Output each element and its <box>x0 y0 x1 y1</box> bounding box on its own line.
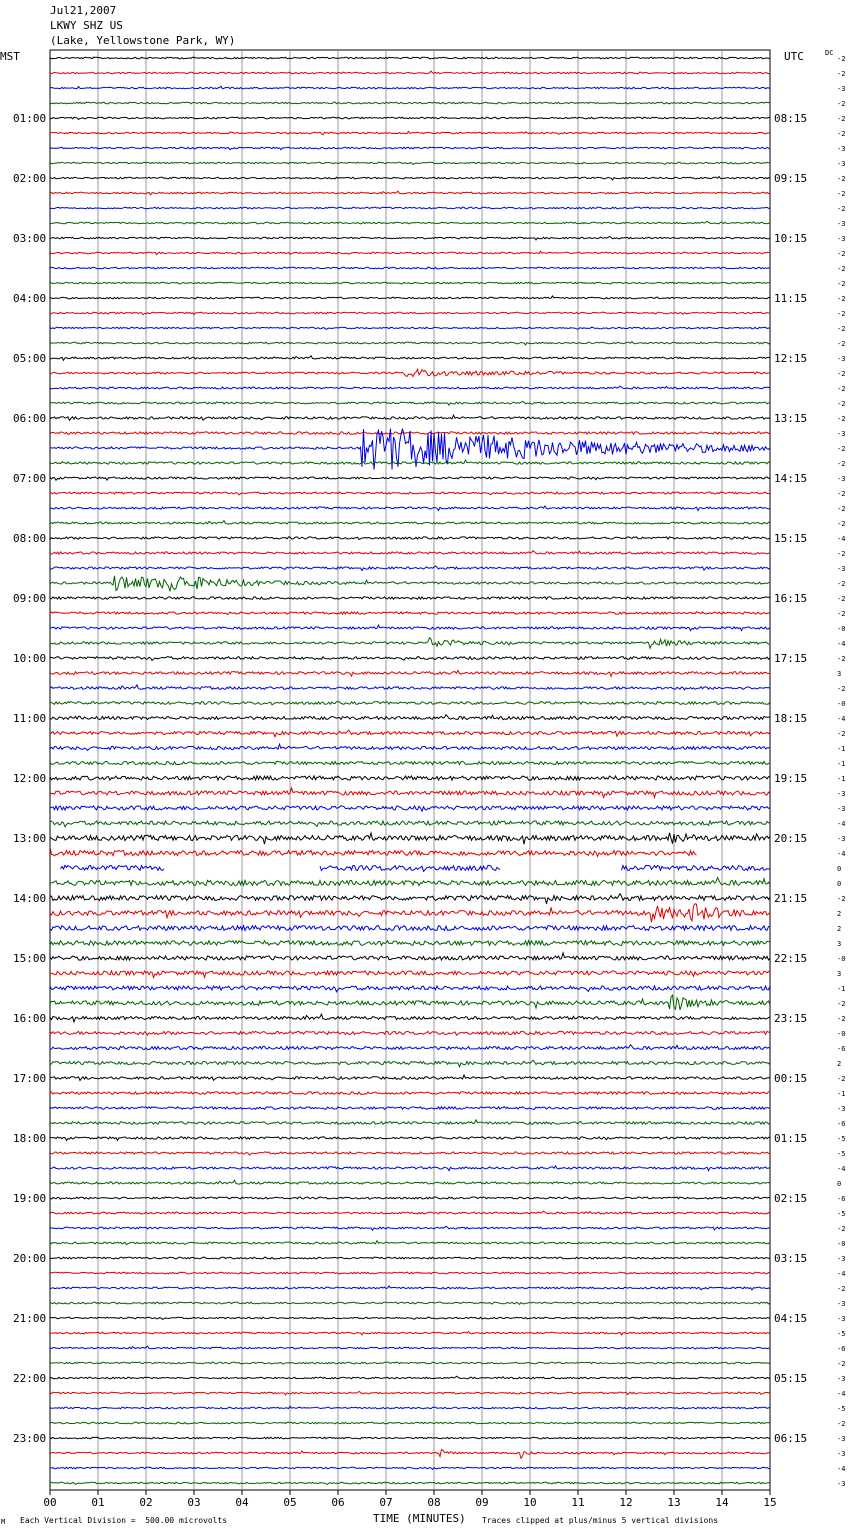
dc-offset-label: -2 <box>837 685 846 693</box>
x-tick-label: 00 <box>43 1496 57 1509</box>
x-tick-label: 07 <box>379 1496 393 1509</box>
dc-offset-label: -3 <box>837 1255 846 1263</box>
dc-offset-label: -3 <box>837 355 846 363</box>
seismic-trace <box>50 894 770 904</box>
left-hour-label: 10:00 <box>13 652 47 665</box>
seismic-trace <box>50 657 770 661</box>
dc-offset-label: -2 <box>837 1420 846 1428</box>
seismic-trace <box>50 904 770 923</box>
seismic-trace <box>50 1376 770 1379</box>
seismic-trace <box>50 460 770 464</box>
dc-offset-label: -3 <box>837 220 846 228</box>
seismic-trace <box>50 342 770 345</box>
seismic-trace <box>50 1257 770 1259</box>
seismic-trace <box>50 685 770 690</box>
x-tick-label: 03 <box>187 1496 201 1509</box>
seismic-trace <box>50 1362 770 1364</box>
seismic-trace <box>50 1226 770 1230</box>
seismic-trace <box>50 806 770 812</box>
seismic-trace <box>50 638 770 649</box>
dc-offset-label: -3 <box>837 805 846 813</box>
scale-note: Each Vertical Division = 500.00 microvolts <box>20 1516 228 1525</box>
dc-offset-label: -5 <box>837 1210 846 1218</box>
dc-offset-label: -2 <box>837 610 846 618</box>
x-tick-label: 04 <box>235 1496 249 1509</box>
seismic-trace <box>50 117 770 120</box>
dc-offset-label: -2 <box>837 205 846 213</box>
seismic-trace <box>50 730 770 737</box>
left-hour-label: 15:00 <box>13 952 47 965</box>
dc-offset-label: -4 <box>837 640 846 648</box>
seismic-trace <box>50 833 770 845</box>
right-hour-label: 20:15 <box>774 832 808 845</box>
left-hour-label: 22:00 <box>13 1372 47 1385</box>
header-date: Jul21,2007 <box>50 4 117 17</box>
seismic-trace <box>50 1060 770 1067</box>
dc-offset-label: -2 <box>837 70 846 78</box>
left-hour-label: 19:00 <box>13 1192 47 1205</box>
dc-offset-label: -3 <box>837 1105 846 1113</box>
dc-offset-label: -2 <box>837 1225 846 1233</box>
seismic-trace <box>50 415 770 420</box>
dc-offset-label: -4 <box>837 1465 846 1473</box>
dc-offset-label: -4 <box>837 535 846 543</box>
left-hour-label: 20:00 <box>13 1252 47 1265</box>
dc-offset-label: -1 <box>837 760 846 768</box>
seismic-trace <box>50 995 770 1010</box>
dc-offset-label: -2 <box>837 730 846 738</box>
seismic-trace <box>50 1406 770 1409</box>
seismic-trace <box>50 1332 770 1335</box>
seismic-trace <box>50 1092 770 1095</box>
seismic-trace <box>50 1014 770 1022</box>
dc-offset-label: -3 <box>837 1450 846 1458</box>
right-hour-label: 03:15 <box>774 1252 808 1265</box>
seismic-trace <box>50 1467 770 1469</box>
seismic-trace <box>50 1437 770 1439</box>
dc-offset-label: -2 <box>837 505 846 513</box>
dc-offset-label: -3 <box>837 160 846 168</box>
x-tick-label: 02 <box>139 1496 153 1509</box>
x-tick-label: 09 <box>475 1496 489 1509</box>
seismic-trace <box>50 492 770 495</box>
seismic-trace <box>50 1449 770 1458</box>
seismic-trace <box>50 401 770 405</box>
dc-offset-label: -3 <box>837 145 846 153</box>
dc-offset-label: -2 <box>837 385 846 393</box>
seismic-trace <box>50 625 770 631</box>
right-hour-label: 15:15 <box>774 532 808 545</box>
left-hour-label: 11:00 <box>13 712 47 725</box>
dc-offset-label: -2 <box>837 265 846 273</box>
dc-offset-label: -0 <box>837 955 846 963</box>
seismic-trace <box>50 612 770 614</box>
right-hour-label: 18:15 <box>774 712 808 725</box>
dc-offset-label: -2 <box>837 490 846 498</box>
dc-offset-label: -2 <box>837 115 846 123</box>
right-hour-label: 05:15 <box>774 1372 808 1385</box>
dc-offset-label: 0 <box>837 865 842 873</box>
clip-note: Traces clipped at plus/minus 5 vertical divisions <box>482 1516 719 1525</box>
dc-offset-label: -2 <box>837 190 846 198</box>
right-hour-label: 19:15 <box>774 772 808 785</box>
seismic-trace <box>50 102 770 104</box>
right-hour-label: 04:15 <box>774 1312 808 1325</box>
dc-offset-label: -5 <box>837 1405 846 1413</box>
left-hour-label: 04:00 <box>13 292 47 305</box>
left-hour-label: 18:00 <box>13 1132 47 1145</box>
seismic-trace <box>50 986 770 992</box>
seismic-trace <box>50 1241 770 1245</box>
seismic-trace <box>50 1422 770 1424</box>
dc-offset-label: -3 <box>837 1435 846 1443</box>
dc-offset-label: -6 <box>837 1195 846 1203</box>
seismic-trace <box>50 71 770 74</box>
dc-offset-label: -2 <box>837 400 846 408</box>
seismic-trace <box>50 147 770 150</box>
seismic-trace <box>50 670 770 676</box>
dc-offset-label: -2 <box>837 55 846 63</box>
x-tick-label: 12 <box>619 1496 633 1509</box>
left-hour-label: 01:00 <box>13 112 47 125</box>
dc-offset-label: -4 <box>837 1270 846 1278</box>
dc-offset-label: -4 <box>837 820 846 828</box>
dc-offset-label: -2 <box>837 130 846 138</box>
dc-offset-label: -3 <box>837 85 846 93</box>
seismic-trace <box>50 1031 770 1035</box>
seismic-trace <box>50 1045 770 1050</box>
dc-offset-label: -2 <box>837 295 846 303</box>
dc-offset-label: -2 <box>837 370 846 378</box>
left-hour-label: 06:00 <box>13 412 47 425</box>
seismic-trace <box>50 521 770 525</box>
right-timezone-label: UTC <box>784 50 804 63</box>
dc-offset-label: -2 <box>837 520 846 528</box>
seismic-trace <box>50 356 770 361</box>
seismic-trace <box>50 1286 770 1290</box>
dc-offset-label: -3 <box>837 565 846 573</box>
left-hour-label: 08:00 <box>13 532 47 545</box>
dc-offset-label: -2 <box>837 340 846 348</box>
left-hour-label: 07:00 <box>13 472 47 485</box>
seismic-trace <box>50 267 770 269</box>
dc-offset-label: -0 <box>837 700 846 708</box>
seismic-trace <box>61 865 771 871</box>
seismic-trace <box>50 551 770 555</box>
left-hour-label: 14:00 <box>13 892 47 905</box>
seismic-trace <box>50 878 770 886</box>
dc-offset-label: -5 <box>837 1330 846 1338</box>
seismic-trace <box>50 1302 770 1304</box>
left-hour-label: 16:00 <box>13 1012 47 1025</box>
seismic-trace <box>50 597 770 599</box>
seismic-trace <box>50 537 770 540</box>
dc-offset-label: -3 <box>837 430 846 438</box>
dc-offset-label: -2 <box>837 250 846 258</box>
dc-offset-label: -2 <box>837 1075 846 1083</box>
dc-offset-label: 3 <box>837 940 842 948</box>
dc-offset-label: -1 <box>837 745 846 753</box>
seismic-trace <box>50 162 770 164</box>
right-hour-label: 01:15 <box>774 1132 808 1145</box>
dc-offset-label: -1 <box>837 775 846 783</box>
seismic-trace <box>50 221 770 224</box>
dc-offset-label: -2 <box>837 655 846 663</box>
seismic-trace <box>50 1317 770 1319</box>
seismic-trace <box>50 566 770 571</box>
seismic-trace <box>50 1166 770 1171</box>
dc-offset-label: -3 <box>837 1315 846 1323</box>
dc-offset-label: -2 <box>837 280 846 288</box>
dc-offset-label: -4 <box>837 850 846 858</box>
right-hour-label: 14:15 <box>774 472 808 485</box>
dc-offset-label: -2 <box>837 445 846 453</box>
dc-offset-label: -3 <box>837 1375 846 1383</box>
seismic-trace <box>50 506 770 511</box>
seismic-trace <box>50 1152 770 1155</box>
left-hour-label: 17:00 <box>13 1072 47 1085</box>
x-tick-label: 11 <box>571 1496 585 1509</box>
left-hour-label: 13:00 <box>13 832 47 845</box>
seismic-trace <box>50 282 770 284</box>
dc-offset-label: -0 <box>837 1240 846 1248</box>
left-hour-label: 02:00 <box>13 172 47 185</box>
seismic-trace <box>50 386 770 389</box>
seismic-trace <box>50 1075 770 1081</box>
dc-offset-label: -3 <box>837 1300 846 1308</box>
seismic-trace <box>50 1272 770 1274</box>
seismic-trace <box>50 207 770 209</box>
seismic-trace <box>50 821 770 827</box>
dc-offset-label: -4 <box>837 1165 846 1173</box>
seismic-trace <box>50 1346 770 1349</box>
dc-offset-label: -6 <box>837 1045 846 1053</box>
left-hour-label: 09:00 <box>13 592 47 605</box>
seismic-trace <box>50 177 770 180</box>
dc-offset-label: -2 <box>837 1000 846 1008</box>
seismic-trace <box>50 926 770 931</box>
left-hour-label: 21:00 <box>13 1312 47 1325</box>
dc-offset-label: -2 <box>837 310 846 318</box>
right-hour-label: 09:15 <box>774 172 808 185</box>
corner-mark: M <box>1 1518 6 1526</box>
dc-offset-label: 0 <box>837 880 842 888</box>
dc-offset-label: -5 <box>837 1150 846 1158</box>
dc-offset-label: -2 <box>837 595 846 603</box>
dc-offset-label: -3 <box>837 235 846 243</box>
dc-offset-label: -2 <box>837 100 846 108</box>
seismic-trace <box>50 776 770 780</box>
x-tick-label: 08 <box>427 1496 441 1509</box>
dc-offset-label: -5 <box>837 1135 846 1143</box>
seismic-trace <box>50 1180 770 1184</box>
seismic-trace <box>50 941 770 946</box>
right-hour-label: 06:15 <box>774 1432 808 1445</box>
x-tick-label: 15 <box>763 1496 777 1509</box>
seismic-trace <box>50 191 770 195</box>
dc-offset-label: 3 <box>837 670 842 678</box>
dc-offset-label: -2 <box>837 1285 846 1293</box>
seismic-trace <box>50 1211 770 1214</box>
right-hour-label: 12:15 <box>774 352 808 365</box>
seismic-trace <box>50 327 770 329</box>
right-hour-label: 17:15 <box>774 652 808 665</box>
right-hour-label: 02:15 <box>774 1192 808 1205</box>
right-hour-label: 16:15 <box>774 592 808 605</box>
dc-offset-label: -6 <box>837 1345 846 1353</box>
seismic-trace <box>50 744 770 750</box>
seismic-trace <box>50 237 770 240</box>
seismic-trace <box>50 1137 770 1141</box>
seismic-trace <box>50 369 770 376</box>
dc-offset-label: 3 <box>837 970 842 978</box>
right-hour-label: 22:15 <box>774 952 808 965</box>
right-hour-label: 00:15 <box>774 1072 808 1085</box>
seismic-trace <box>50 86 770 89</box>
x-tick-label: 06 <box>331 1496 345 1509</box>
dc-offset-label: -0 <box>837 625 846 633</box>
dc-offset-label: -2 <box>837 460 846 468</box>
seismic-trace <box>50 57 770 59</box>
x-tick-label: 05 <box>283 1496 297 1509</box>
seismic-trace <box>50 1482 770 1484</box>
seismic-trace <box>50 1120 770 1124</box>
seismic-trace <box>50 788 770 798</box>
right-hour-label: 23:15 <box>774 1012 808 1025</box>
seismic-trace <box>50 715 770 720</box>
seismic-trace <box>50 296 770 299</box>
right-hour-label: 11:15 <box>774 292 808 305</box>
right-hour-label: 13:15 <box>774 412 808 425</box>
dc-offset-label: -2 <box>837 1015 846 1023</box>
header-station: LKWY SHZ US <box>50 19 123 32</box>
dc-offset-label: -3 <box>837 475 846 483</box>
dc-offset-label: -0 <box>837 1030 846 1038</box>
header-location: (Lake, Yellowstone Park, WY) <box>50 34 236 47</box>
seismic-trace <box>50 251 770 255</box>
dc-offset-label: -4 <box>837 715 846 723</box>
seismic-trace <box>50 477 770 480</box>
seismic-trace <box>50 312 770 315</box>
x-tick-label: 01 <box>91 1496 105 1509</box>
dc-offset-label: -2 <box>837 895 846 903</box>
dc-offset-label: 0 <box>837 1180 842 1188</box>
left-hour-label: 05:00 <box>13 352 47 365</box>
dc-offset-label: -3 <box>837 790 846 798</box>
seismic-trace <box>50 847 697 857</box>
right-hour-label: 08:15 <box>774 112 808 125</box>
dc-offset-label: -2 <box>837 550 846 558</box>
seismic-trace <box>50 953 770 960</box>
dc-offset-label: -6 <box>837 1120 846 1128</box>
dc-offset-label: -1 <box>837 985 846 993</box>
right-hour-label: 21:15 <box>774 892 808 905</box>
dc-offset-label: -2 <box>837 325 846 333</box>
dc-offset-label: 2 <box>837 1060 842 1068</box>
left-hour-label: 12:00 <box>13 772 47 785</box>
dc-offset-label: -3 <box>837 835 846 843</box>
dc-offset-label: -1 <box>837 1090 846 1098</box>
dc-offset-label: -2 <box>837 580 846 588</box>
seismic-trace <box>50 761 770 764</box>
x-axis-title: TIME (MINUTES) <box>373 1512 466 1525</box>
x-tick-label: 14 <box>715 1496 729 1509</box>
dc-offset-label: 2 <box>837 925 842 933</box>
seismic-trace <box>50 702 770 705</box>
seismic-trace <box>50 1107 770 1110</box>
seismic-trace <box>50 131 770 135</box>
dc-offset-label: 2 <box>837 910 842 918</box>
left-hour-label: 23:00 <box>13 1432 47 1445</box>
dc-offset-label: -4 <box>837 1390 846 1398</box>
dc-offset-label: -2 <box>837 415 846 423</box>
seismic-trace <box>50 576 770 592</box>
seismic-trace <box>50 971 770 978</box>
seismic-trace <box>50 1197 770 1199</box>
x-tick-label: 13 <box>667 1496 681 1509</box>
seismic-trace <box>50 1392 770 1395</box>
right-hour-label: 10:15 <box>774 232 808 245</box>
dc-offset-label: -2 <box>837 1360 846 1368</box>
dc-offset-label: -2 <box>837 175 846 183</box>
x-tick-label: 10 <box>523 1496 537 1509</box>
left-timezone-label: MST <box>0 50 20 63</box>
dc-offset-label: -3 <box>837 1480 846 1488</box>
dc-header-label: DC <box>825 49 834 57</box>
left-hour-label: 03:00 <box>13 232 47 245</box>
